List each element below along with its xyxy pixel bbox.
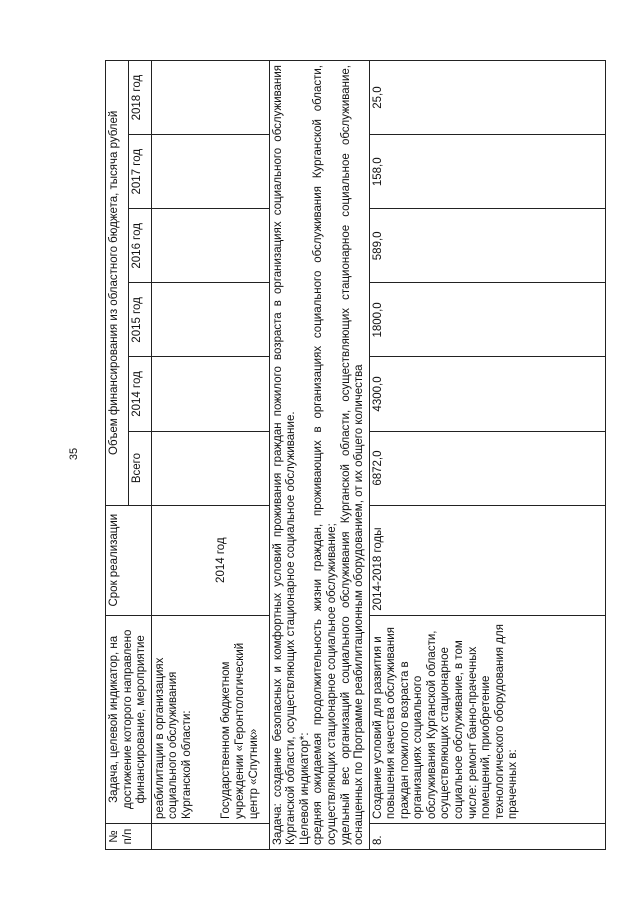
page-number: 35 bbox=[68, 447, 81, 461]
header-year-2018: 2018 год bbox=[128, 61, 151, 135]
funding-table bbox=[105, 60, 606, 850]
cell-term bbox=[151, 505, 269, 615]
header-year-2015: 2015 год bbox=[128, 283, 151, 357]
header-term: Срок реализации bbox=[106, 505, 152, 615]
header-no: № п/п bbox=[106, 823, 152, 849]
table-row-8 bbox=[369, 61, 605, 850]
header-row-1 bbox=[106, 61, 129, 850]
continued-term: 2014 год bbox=[215, 537, 228, 583]
header-total: Всего bbox=[128, 431, 151, 505]
header-year-2014: 2014 год bbox=[128, 357, 151, 431]
row8-2016: 589,0 bbox=[369, 209, 605, 283]
indicator-2: удельный вес организаций социального обслуживания Курганской области, осуществляющих стационарное социальное обслуживание, оснащенных по Программе реабилитационным оборудованием, от их общего количества bbox=[339, 65, 366, 845]
row8-activity: Создание условий для развития и повышения качества обслуживания граждан пожилого возраста в организациях социального обслуживания Курганской области, осуществляющих стационарное социальное обслуживание, в том числе: ремонт банно-прачечных помещений, приобретение технологического оборудования для прачечных в: bbox=[369, 615, 605, 823]
row8-2017: 158,0 bbox=[369, 135, 605, 209]
row8-total: 6872,0 bbox=[369, 431, 605, 505]
indicator-1: средняя ожидаемая продолжительность жизни граждан, проживающих в организациях социального обслуживания Курганской области, осуществляющих стационарное социальное обслуживание; bbox=[312, 65, 338, 845]
row8-term: 2014-2018 годы bbox=[369, 505, 605, 615]
task-text: Задача: создание безопасных и комфортных условий проживания граждан пожилого возраста в организациях социального обслуживания Курганской области, осуществляющих стационарное социальное обслуживание. bbox=[271, 65, 298, 845]
indicator-label: Целевой индикатор*: bbox=[298, 732, 311, 845]
header-task: Задача, целевой индикатор, на достижение которого направлено финансирование, мероприятие bbox=[106, 615, 152, 823]
cell-no bbox=[151, 823, 269, 849]
row8-2014: 4300,0 bbox=[369, 357, 605, 431]
table-row-continued bbox=[151, 61, 269, 850]
cell-activity bbox=[151, 615, 269, 823]
header-year-2017: 2017 год bbox=[128, 135, 151, 209]
task-cell bbox=[269, 61, 369, 850]
continued-text-1: реабилитации в организациях социального обслуживания Курганской области: bbox=[153, 657, 193, 819]
header-funding: Объем финансирования из областного бюджета, тысяча рублей bbox=[106, 61, 129, 506]
header-year-2016: 2016 год bbox=[128, 209, 151, 283]
rotated-table-container bbox=[105, 60, 605, 850]
row8-2018: 25,0 bbox=[369, 61, 605, 135]
row8-no: 8. bbox=[369, 823, 605, 849]
row8-2015: 1800,0 bbox=[369, 283, 605, 357]
continued-text-2: Государственном бюджетном учреждении «Геронтологический центр «Спутник» bbox=[220, 642, 260, 819]
table-row-task bbox=[269, 61, 369, 850]
